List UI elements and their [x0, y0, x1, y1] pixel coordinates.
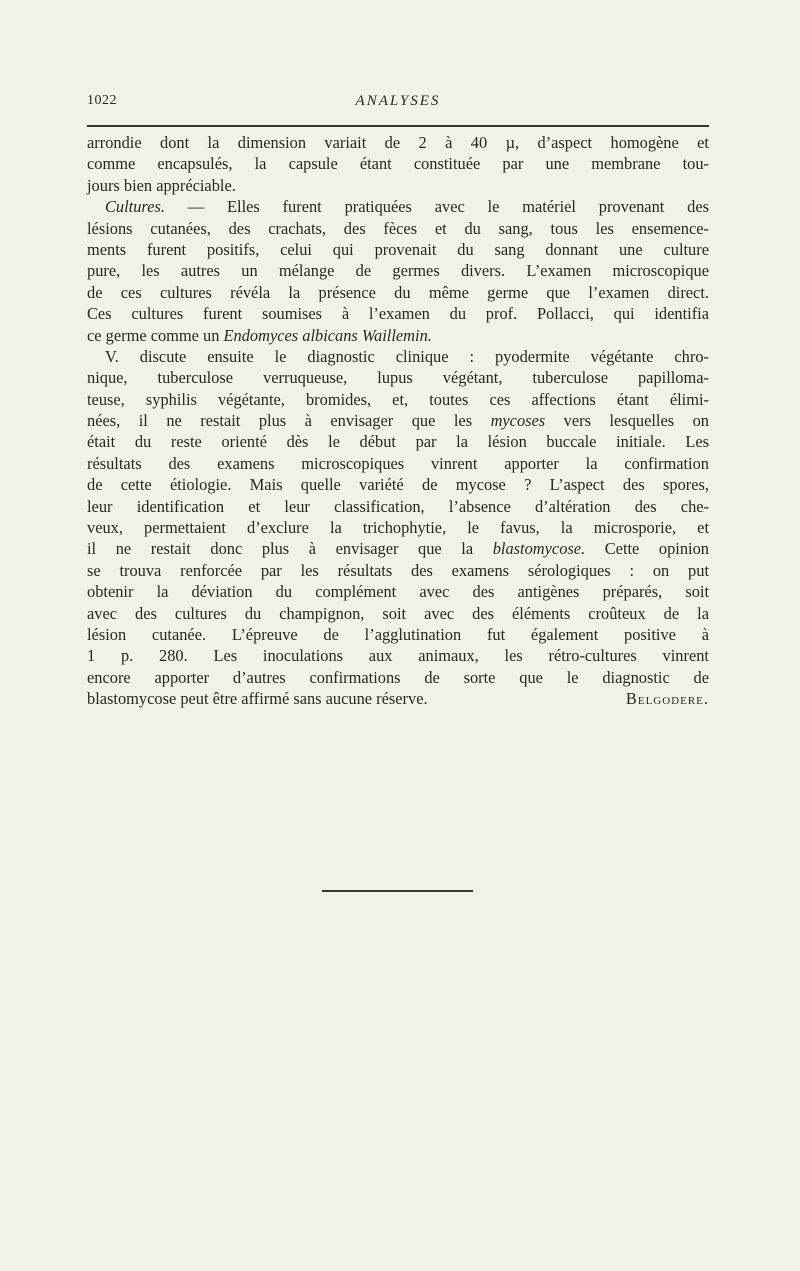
text-line: teuse, syphilis végétante, bromides, et, toutes ces affections étant élimi- — [87, 389, 709, 409]
text-line: de ces cultures révéla la présence du même germe que l’examen direct. — [87, 282, 709, 302]
text-line: comme encapsulés, la capsule étant constituée par une membrane tou- — [87, 154, 709, 174]
text-line-blastomycose — [87, 538, 709, 559]
text-fragment: Cette opinion — [585, 539, 710, 559]
text-line: ments furent positifs, celui qui provenait du sang donnant une culture — [87, 239, 709, 259]
section-label-cultures: Cultures. — [105, 197, 165, 217]
text-line: résultats des examens microscopiques vinrent apporter la confirmation — [87, 453, 709, 473]
text-line: lésion cutanée. L’épreuve de l’agglutination fut également positive à — [87, 624, 709, 644]
author-signature: Belgodere. — [625, 689, 709, 709]
page-number: 1022 — [87, 93, 117, 108]
text-line-species — [87, 325, 709, 346]
text-fragment: vers lesquelles on — [545, 411, 709, 431]
text-line-cultures — [87, 196, 709, 217]
text-line: arrondie dont la dimension variait de 2 à 40 µ, d’aspect homogène et — [87, 133, 709, 152]
text-line: veux, permettaient d’exclure la trichophytie, le favus, la microsporie, et — [87, 518, 709, 538]
term-mycoses: mycoses — [490, 411, 546, 431]
text-line: était du reste orienté dès le début par la lésion buccale initiale. Les — [87, 432, 709, 452]
text-fragment: ce germe comme un — [87, 325, 224, 345]
text-line: 1 p. 280. Les inoculations aux animaux, les rétro-cultures vinrent — [87, 646, 709, 666]
text-line: jours bien appréciable. — [87, 175, 236, 195]
text-line: obtenir la déviation du complément avec des antigènes préparés, soit — [87, 582, 709, 602]
text-fragment: il ne restait donc plus à envisager que la — [87, 539, 493, 559]
text-line: pure, les autres un mélange de germes divers. L’examen microscopique — [87, 261, 709, 281]
header-rule — [87, 125, 709, 127]
text-line-final — [87, 688, 709, 709]
text-fragment: blastomycose peut être affirmé sans aucune réserve. — [87, 689, 428, 709]
text-fragment: nées, il ne restait plus à envisager que les — [87, 411, 491, 431]
text-line: leur identification et leur classification, l’absence d’altération des che- — [87, 496, 709, 516]
text-line: V. discute ensuite le diagnostic clinique : pyodermite végétante chro- — [105, 346, 709, 366]
running-head — [87, 93, 709, 113]
body-text — [87, 132, 709, 710]
text-line: de cette étiologie. Mais quelle variété de mycose ? L’aspect des spores, — [87, 475, 709, 495]
term-blastomycose: blastomycose. — [492, 539, 586, 559]
species-name: Endomyces albicans Waillemin. — [223, 325, 432, 345]
text-line: nique, tuberculose verruqueuse, lupus végétant, tuberculose papilloma- — [87, 368, 709, 388]
text-line: avec des cultures du champignon, soit avec des éléments croûteux de la — [87, 603, 709, 623]
running-title: ANALYSES — [355, 93, 441, 109]
end-rule — [322, 890, 473, 892]
text-fragment: — Elles furent pratiquées avec le matériel provenant des — [164, 197, 709, 217]
text-line: encore apporter d’autres confirmations de sorte que le diagnostic de — [87, 667, 709, 687]
text-line: lésions cutanées, des crachats, des fèces et du sang, tous les ensemence- — [87, 218, 709, 238]
text-line: se trouva renforcée par les résultats des examens sérologiques : on put — [87, 560, 709, 580]
text-line: Ces cultures furent soumises à l’examen du prof. Pollacci, qui identifia — [87, 304, 709, 324]
text-line-mycoses — [87, 410, 709, 431]
